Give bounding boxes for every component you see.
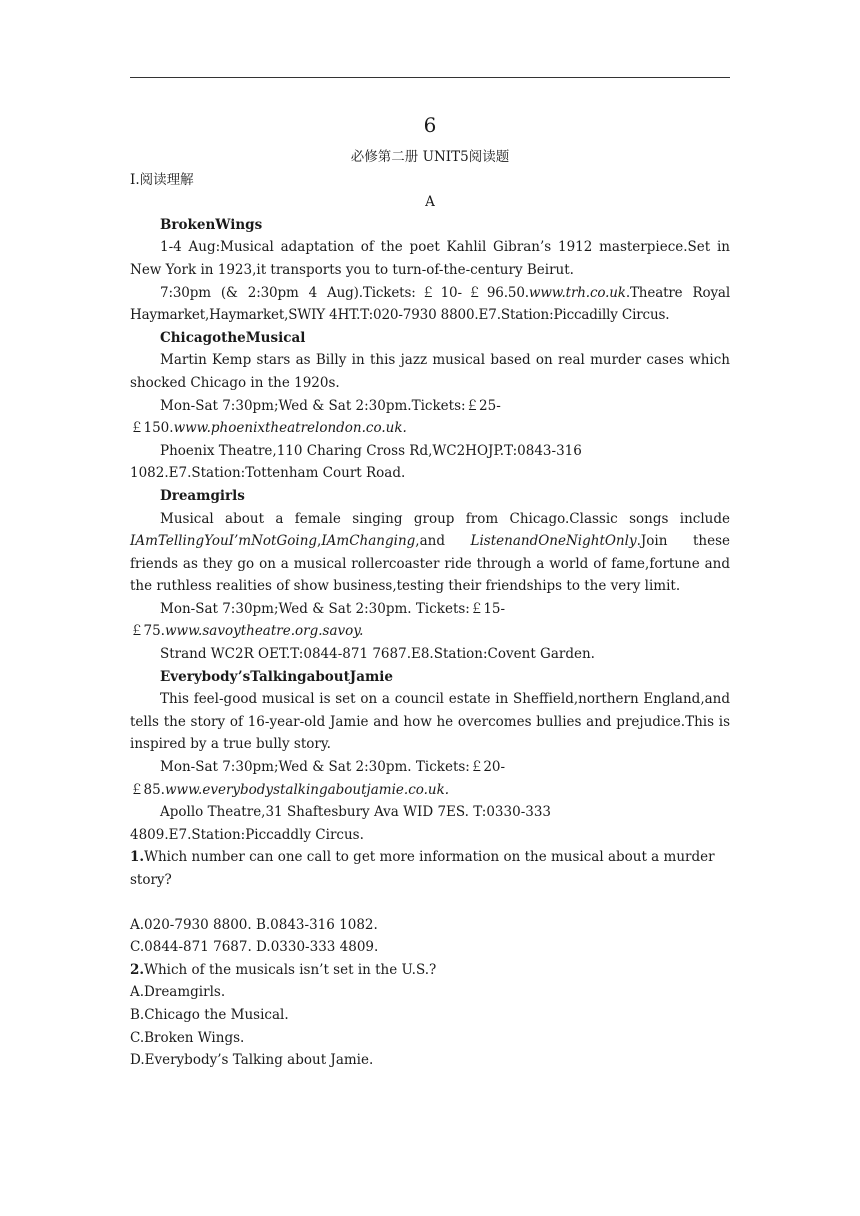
song-title: IAmChanging: [321, 533, 416, 550]
question-number: 2.: [130, 961, 145, 978]
show-title: BrokenWings: [160, 216, 263, 233]
show-description: Martin Kemp stars as Billy in this jazz musical based on real murder cases which shocked Chicago in the 1920s.: [130, 352, 730, 391]
show-title: Everybody’sTalkingaboutJamie: [160, 668, 393, 685]
answer-option: C.Broken Wings.: [130, 1029, 245, 1046]
show-description: Musical about a female singing group from Chicago.Classic songs include IAmTellingYouI’mNotGoing,IAmChanging,and ListenandOneNightOnly.Join these friends as they go on a musical rollercoaster ride through a world of fame,fortune and the ruthless realities of show business,testing their friendships to the very limit.: [130, 510, 730, 595]
show-url: www.everybodystalkingaboutjamie.co.uk.: [164, 781, 450, 798]
show-title: Dreamgirls: [160, 487, 245, 504]
question: 1.Which number can one call to get more information on the musical about a murder story?: [130, 849, 715, 888]
show-url: www.phoenixtheatrelondon.co.uk.: [173, 420, 407, 437]
header-rule: [130, 77, 730, 78]
answer-options: A.020-7930 8800. B.0843-316 1082.: [130, 916, 378, 933]
show-address: Strand WC2R OET.T:0844-871 7687.E8.Station:Covent Garden.: [160, 646, 595, 663]
show-url: www.trh.co.uk: [528, 284, 626, 301]
passage-label: A: [425, 194, 435, 211]
answer-option: D.Everybody’s Talking about Jamie.: [130, 1052, 374, 1069]
show-title: ChicagotheMusical: [160, 329, 306, 346]
show-description: 1-4 Aug:Musical adaptation of the poet Kahlil Gibran’s 1912 masterpiece.Set in New York in 1923,it transports you to turn-of-the-century Beirut.: [130, 239, 730, 278]
show-times: Mon-Sat 7:30pm;Wed & Sat 2:30pm.Tickets:￡25-: [160, 397, 501, 414]
answer-option: B.Chicago the Musical.: [130, 1006, 289, 1023]
song-title: ListenandOneNightOnly: [470, 533, 637, 550]
show-price-url: ￡150.www.phoenixtheatrelondon.co.uk.: [130, 420, 407, 437]
show-info: 7:30pm (& 2:30pm 4 Aug).Tickets:￡10-￡96.50.www.trh.co.uk.Theatre Royal Haymarket,Haymarket,SWIY 4HT.T:020-7930 8800.E7.Station:Piccadilly Circus.: [130, 284, 731, 324]
question: 2.Which of the musicals isn’t set in the U.S.?: [130, 961, 437, 978]
show-address: Apollo Theatre,31 Shaftesbury Ava WID 7ES. T:0330-333: [160, 804, 552, 821]
show-address-cont: 1082.E7.Station:Tottenham Court Road.: [130, 465, 406, 482]
doc-title: 必修第二册 UNIT5阅读题: [350, 149, 510, 165]
show-price-url: ￡85.www.everybodystalkingaboutjamie.co.uk.: [130, 781, 450, 798]
show-description: This feel-good musical is set on a council estate in Sheffield,northern England,and tells the story of 16-year-old Jamie and how he overcomes bullies and prejudice.This is inspired by a true bully story.: [130, 691, 730, 753]
section-title: Ⅰ.阅读理解: [130, 171, 194, 188]
show-address: Phoenix Theatre,110 Charing Cross Rd,WC2HOJP.T:0843-316: [160, 442, 582, 459]
song-title: IAmTellingYouI’mNotGoing: [130, 533, 318, 550]
document-body: [130, 110, 730, 1072]
question-number: 1.: [130, 849, 145, 866]
page-number: 6: [423, 113, 437, 137]
show-address-cont: 4809.E7.Station:Piccaddly Circus.: [130, 826, 364, 843]
show-times: Mon-Sat 7:30pm;Wed & Sat 2:30pm. Tickets:￡20-: [160, 759, 506, 776]
show-times: Mon-Sat 7:30pm;Wed & Sat 2:30pm. Tickets:￡15-: [160, 600, 506, 617]
show-price-url: ￡75.www.savoytheatre.org.savoy.: [130, 623, 364, 640]
answer-options: C.0844-871 7687. D.0330-333 4809.: [130, 939, 379, 956]
answer-option: A.Dreamgirls.: [130, 984, 226, 1001]
show-url: www.savoytheatre.org.savoy.: [164, 623, 364, 640]
